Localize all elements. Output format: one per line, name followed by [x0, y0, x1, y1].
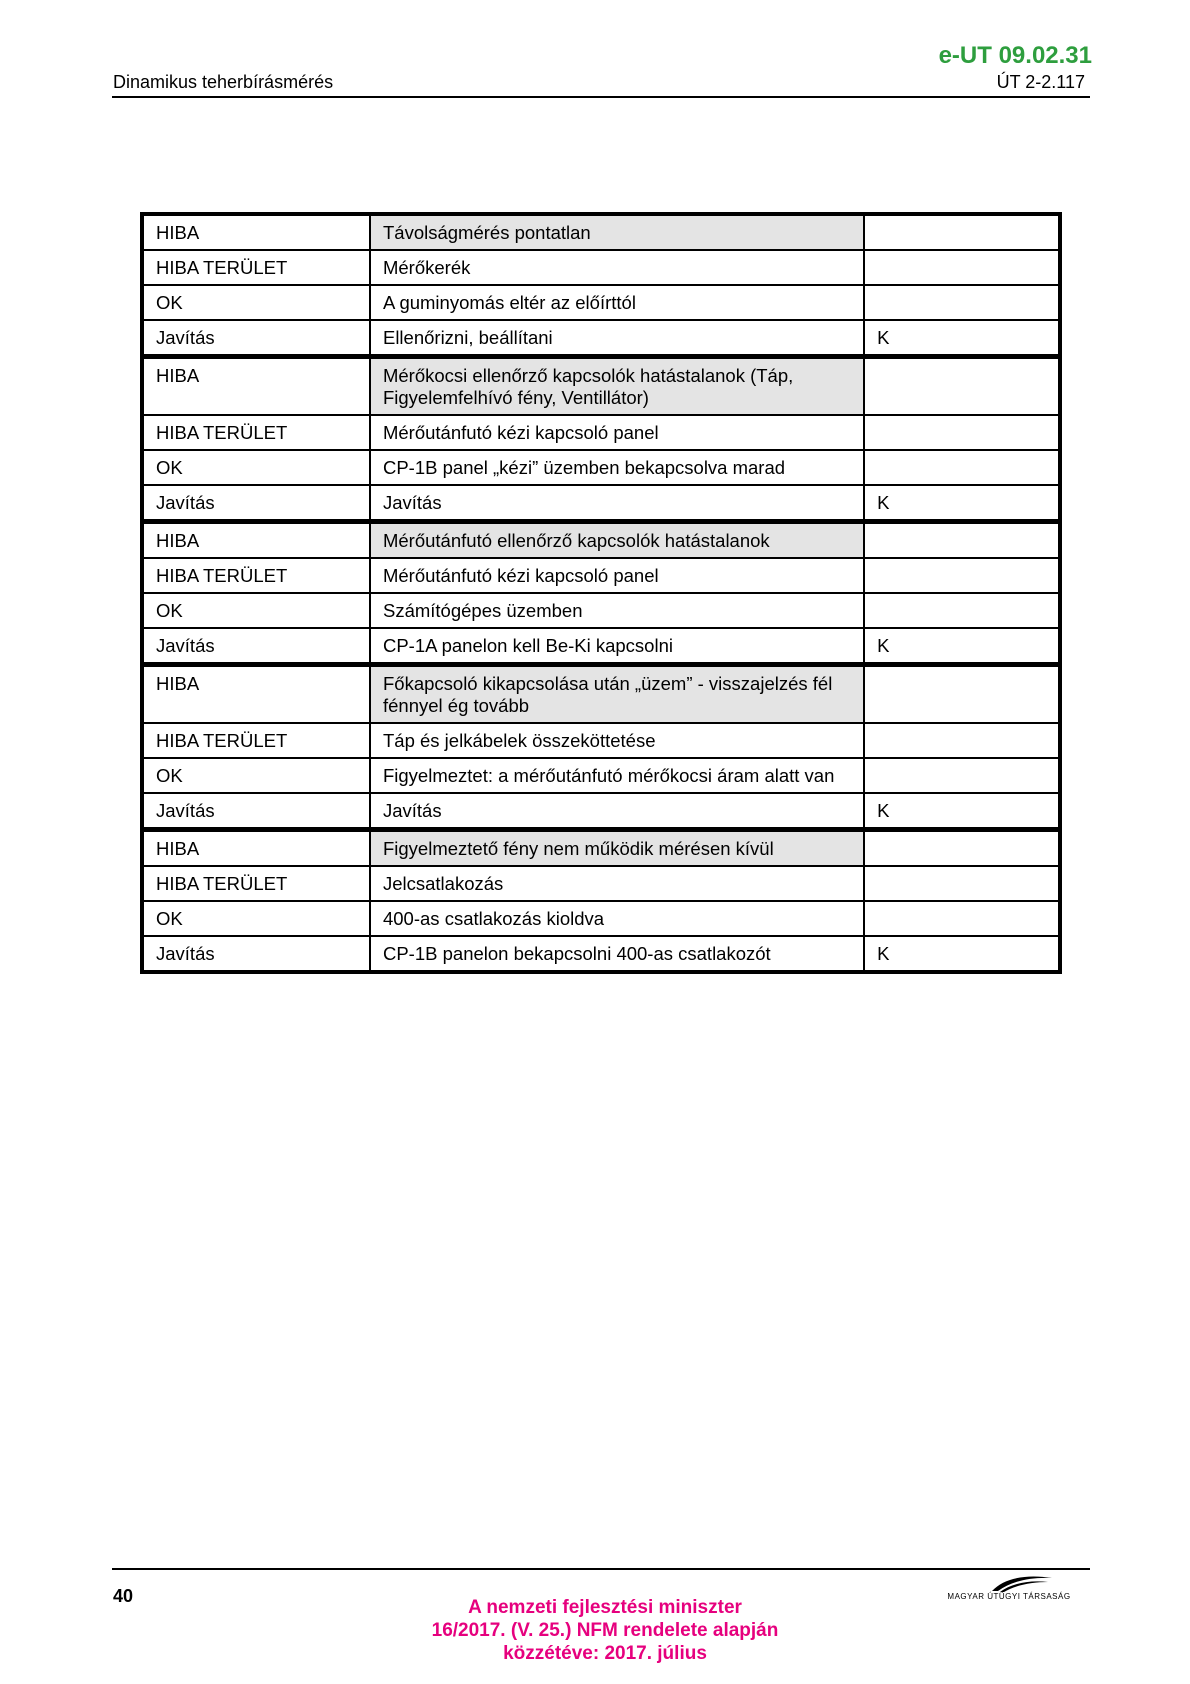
table-row: [142, 866, 1060, 901]
row-description: Távolságmérés pontatlan: [370, 214, 864, 250]
row-description: Mérőutánfutó kézi kapcsoló panel: [370, 558, 864, 593]
table-row: [142, 793, 1060, 830]
row-mark: [864, 723, 1060, 758]
row-label: HIBA: [142, 830, 370, 867]
table-row: [142, 415, 1060, 450]
row-description: Mérőutánfutó ellenőrző kapcsolók hatástalanok: [370, 522, 864, 559]
row-label: HIBA TERÜLET: [142, 866, 370, 901]
table-row: [142, 250, 1060, 285]
header-divider: [112, 96, 1090, 98]
table-row: [142, 936, 1060, 972]
row-mark: [864, 285, 1060, 320]
table-row: [142, 723, 1060, 758]
row-label: OK: [142, 450, 370, 485]
row-mark: [864, 450, 1060, 485]
table-row: [142, 522, 1060, 559]
table-row: [142, 593, 1060, 628]
row-label: Javítás: [142, 793, 370, 830]
row-mark: [864, 522, 1060, 559]
publication-note: [345, 1596, 865, 1665]
row-description: Mérőutánfutó kézi kapcsoló panel: [370, 415, 864, 450]
row-mark: K: [864, 793, 1060, 830]
row-label: Javítás: [142, 485, 370, 522]
row-description: CP-1B panel „kézi” üzemben bekapcsolva marad: [370, 450, 864, 485]
table-row: [142, 450, 1060, 485]
row-mark: [864, 357, 1060, 416]
row-description: Ellenőrizni, beállítani: [370, 320, 864, 357]
row-mark: K: [864, 485, 1060, 522]
row-label: HIBA TERÜLET: [142, 415, 370, 450]
row-label: HIBA TERÜLET: [142, 558, 370, 593]
table-row: [142, 758, 1060, 793]
table-row: [142, 485, 1060, 522]
row-description: A guminyomás eltér az előírttól: [370, 285, 864, 320]
row-description: CP-1A panelon kell Be-Ki kapcsolni: [370, 628, 864, 665]
row-label: OK: [142, 901, 370, 936]
row-mark: [864, 665, 1060, 724]
row-mark: [864, 866, 1060, 901]
table-row: [142, 901, 1060, 936]
table-row: [142, 665, 1060, 724]
document-code: e-UT 09.02.31: [938, 42, 1092, 69]
publication-note-line: A nemzeti fejlesztési miniszter: [468, 1597, 742, 1618]
row-mark: [864, 593, 1060, 628]
row-mark: K: [864, 936, 1060, 972]
row-description: Táp és jelkábelek összeköttetése: [370, 723, 864, 758]
row-label: OK: [142, 758, 370, 793]
row-mark: [864, 901, 1060, 936]
row-label: HIBA: [142, 357, 370, 416]
row-label: Javítás: [142, 936, 370, 972]
row-label: HIBA: [142, 522, 370, 559]
row-label: HIBA TERÜLET: [142, 723, 370, 758]
row-label: Javítás: [142, 628, 370, 665]
row-description: Javítás: [370, 793, 864, 830]
row-description: Jelcsatlakozás: [370, 866, 864, 901]
row-label: Javítás: [142, 320, 370, 357]
row-description: Főkapcsoló kikapcsolása után „üzem” - visszajelzés fél fénnyel ég tovább: [370, 665, 864, 724]
row-mark: [864, 250, 1060, 285]
row-description: Figyelmeztet: a mérőutánfutó mérőkocsi áram alatt van: [370, 758, 864, 793]
row-mark: [864, 830, 1060, 867]
publication-note-line: közzétéve: 2017. július: [503, 1643, 707, 1664]
row-label: HIBA: [142, 214, 370, 250]
table-row: [142, 357, 1060, 416]
row-mark: [864, 758, 1060, 793]
row-mark: [864, 214, 1060, 250]
document-title: Dinamikus teherbírásmérés: [113, 72, 334, 92]
troubleshooting-table-body: [142, 214, 1060, 972]
row-label: OK: [142, 593, 370, 628]
troubleshooting-table: [140, 212, 1062, 974]
society-logo: [934, 1572, 1084, 1608]
row-description: Javítás: [370, 485, 864, 522]
row-description: 400-as csatlakozás kioldva: [370, 901, 864, 936]
table-row: [142, 285, 1060, 320]
row-mark: [864, 415, 1060, 450]
standard-number: ÚT 2-2.117: [996, 72, 1085, 92]
row-label: OK: [142, 285, 370, 320]
table-row: [142, 320, 1060, 357]
road-swoosh-icon: [934, 1572, 1084, 1594]
table-row: [142, 830, 1060, 867]
row-description: Mérőkocsi ellenőrző kapcsolók hatástalanok (Táp, Figyelemfelhívó fény, Ventillátor): [370, 357, 864, 416]
table-row: [142, 214, 1060, 250]
row-label: HIBA: [142, 665, 370, 724]
row-description: Számítógépes üzemben: [370, 593, 864, 628]
logo-text: MAGYAR ÚTÜGYI TÁRSASÁG: [947, 1592, 1071, 1601]
row-mark: K: [864, 628, 1060, 665]
page-number: 40: [113, 1586, 134, 1606]
publication-note-line: 16/2017. (V. 25.) NFM rendelete alapján: [431, 1620, 779, 1641]
row-description: CP-1B panelon bekapcsolni 400-as csatlakozót: [370, 936, 864, 972]
row-mark: K: [864, 320, 1060, 357]
row-mark: [864, 558, 1060, 593]
footer-divider: [112, 1568, 1090, 1570]
row-description: Figyelmeztető fény nem működik mérésen kívül: [370, 830, 864, 867]
table-row: [142, 628, 1060, 665]
row-label: HIBA TERÜLET: [142, 250, 370, 285]
table-row: [142, 558, 1060, 593]
row-description: Mérőkerék: [370, 250, 864, 285]
